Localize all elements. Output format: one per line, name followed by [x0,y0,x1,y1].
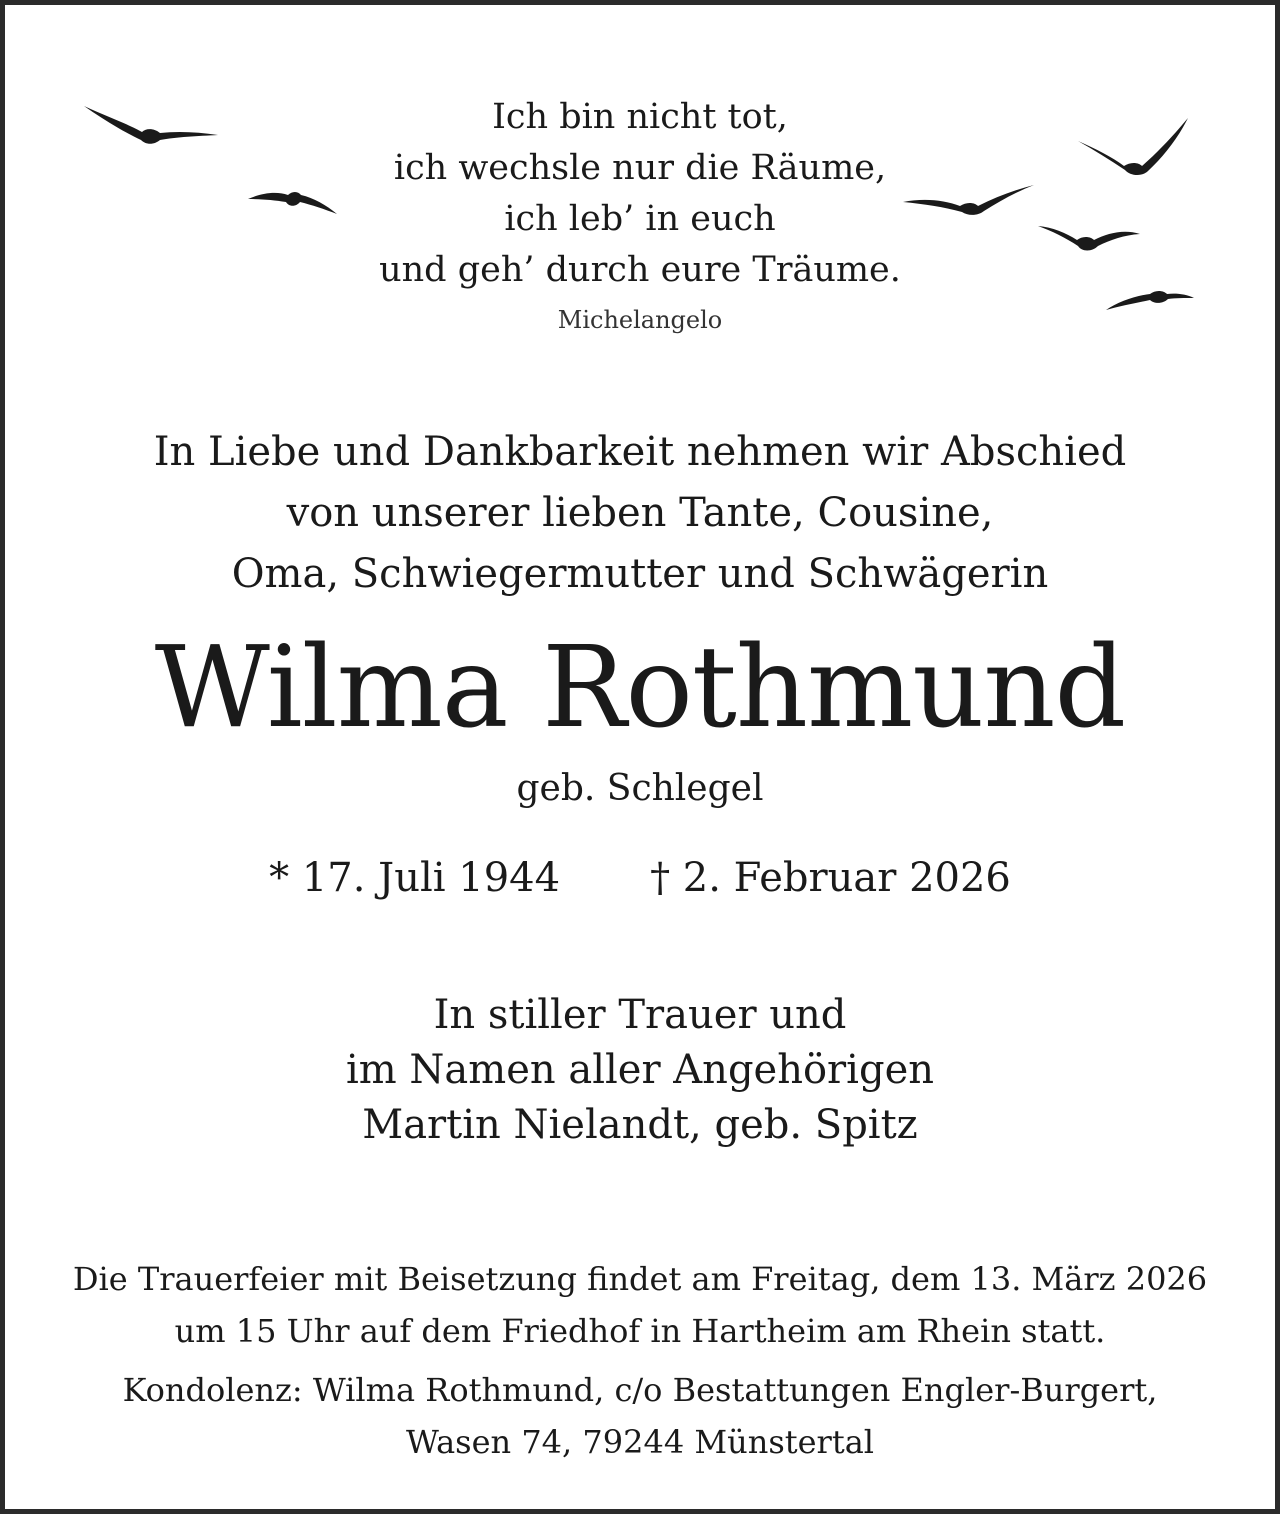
deceased-name: Wilma Rothmund [154,623,1126,753]
service-line: Die Trauerfeier mit Beisetzung findet am Freitag, dem 13. März 2026 [72,1260,1208,1298]
farewell-intro [0,422,1280,605]
birth-date: * 17. Juli 1944 [269,855,561,901]
poem-line: und geh’ durch eure Träume. [379,250,901,290]
life-dates [0,855,1280,901]
poem [0,92,1280,296]
funeral-service-info [0,1253,1280,1357]
service-line: um 15 Uhr auf dem Friedhof in Hartheim am Rhein statt. [174,1312,1106,1350]
mourners-line: In stiller Trauer und [433,992,847,1038]
mourners-block [0,988,1280,1153]
intro-line: In Liebe und Dankbarkeit nehmen wir Abschied [153,429,1127,475]
poem-line: ich leb’ in euch [504,199,776,239]
condolence-line: Kondolenz: Wilma Rothmund, c/o Bestattungen Engler-Burgert, [122,1371,1158,1409]
condolence-line: Wasen 74, 79244 Münstertal [405,1423,875,1461]
intro-line: von unserer lieben Tante, Cousine, [286,490,994,536]
intro-line: Oma, Schwiegermutter und Schwägerin [231,551,1049,597]
poem-line: ich wechsle nur die Räume, [393,148,887,188]
maiden-name: geb. Schlegel [516,768,764,809]
mourners-line: im Namen aller Angehörigen [345,1047,935,1093]
mourners-line: Martin Nielandt, geb. Spitz [362,1102,918,1148]
condolence-address [0,1364,1280,1468]
death-date: † 2. Februar 2026 [650,855,1011,901]
poem-line: Ich bin nicht tot, [492,97,788,137]
poem-author: Michelangelo [557,306,723,334]
